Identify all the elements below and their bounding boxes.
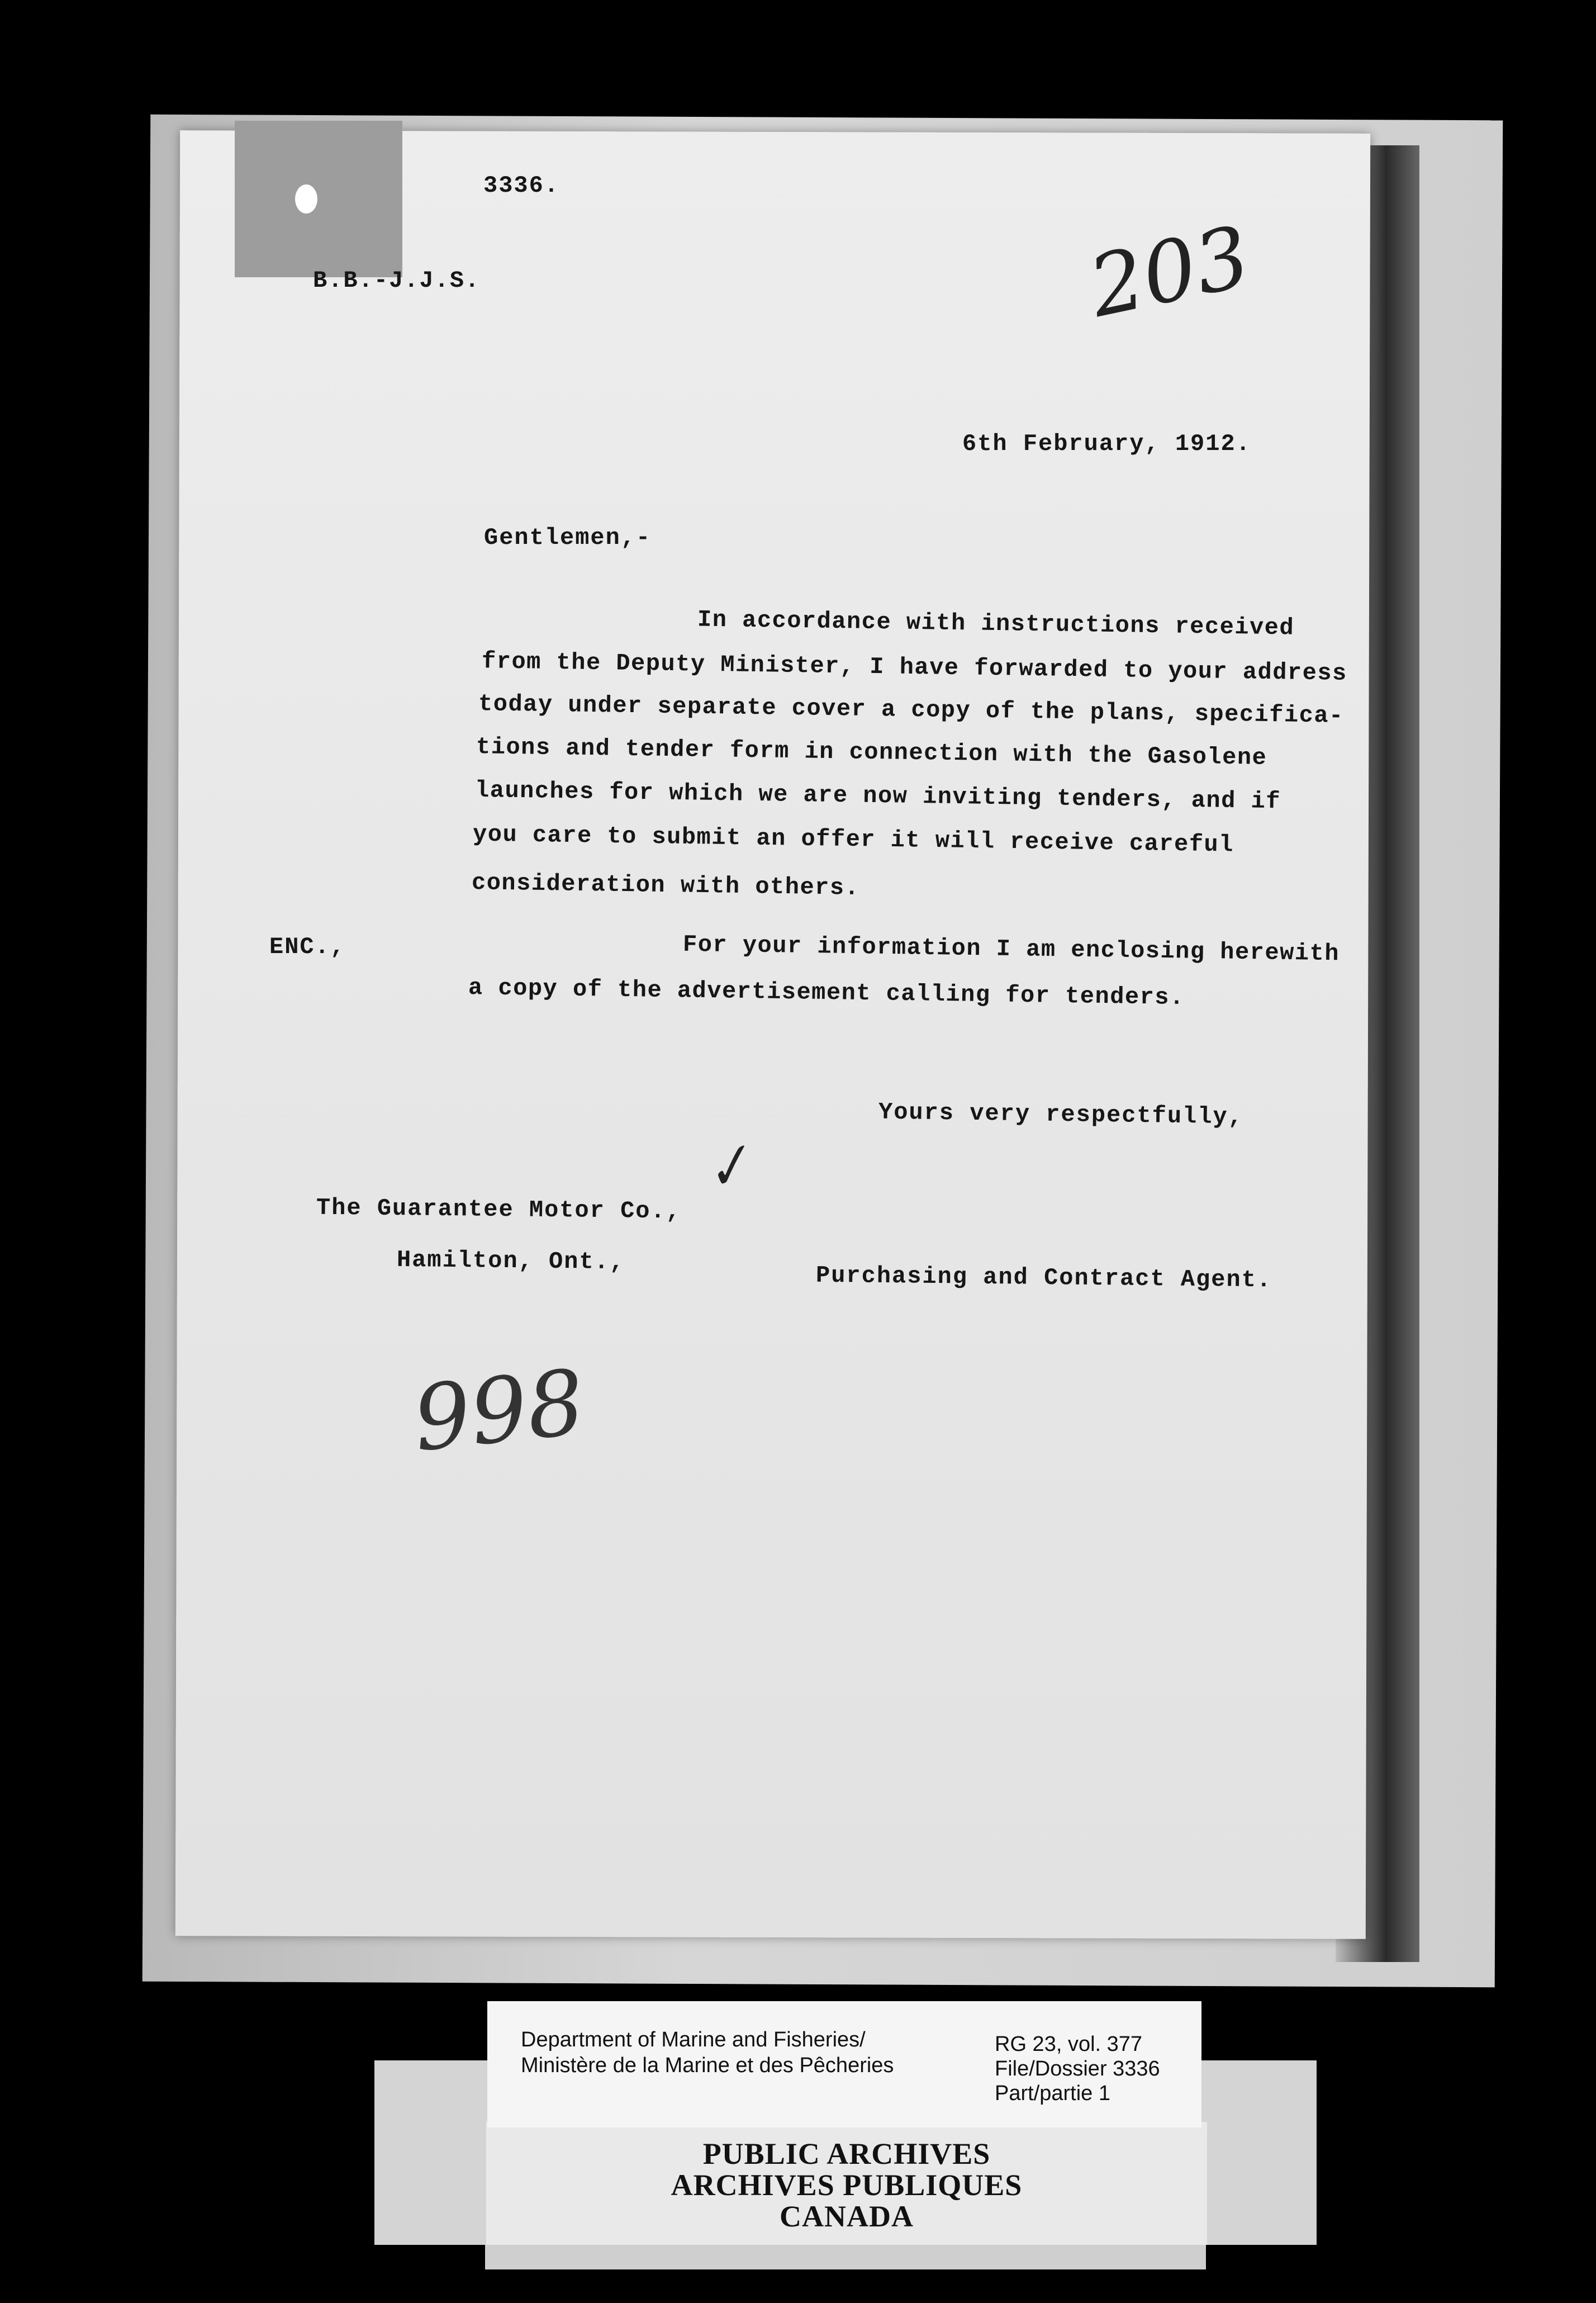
- corner-tab: [235, 121, 402, 277]
- closing: Yours very respectfully,: [878, 1098, 1244, 1131]
- archive-stamp: [486, 2122, 1207, 2245]
- archive-reference: RG 23, vol. 377: [995, 2032, 1143, 2056]
- letter-date: 6th February, 1912.: [962, 430, 1251, 457]
- salutation: Gentlemen,-: [484, 524, 652, 551]
- enclosure-note: ENC.,: [269, 933, 346, 960]
- addressee-line2: Hamilton, Ont.,: [396, 1246, 625, 1276]
- paragraph1-line2: from the Deputy Minister, I have forwarded to your address: [481, 648, 1348, 687]
- archive-part: Part/partie 1: [995, 2082, 1110, 2105]
- letter-page: [175, 130, 1370, 1939]
- signature-title: Purchasing and Contract Agent.: [815, 1262, 1272, 1294]
- punch-hole: [295, 184, 317, 214]
- typist-initials: B.B.-J.J.S.: [313, 267, 481, 294]
- stamp-line1: PUBLIC ARCHIVES: [702, 2137, 991, 2171]
- paragraph1-line3: today under separate cover a copy of the plans, specifica-: [478, 690, 1345, 729]
- department-en: Department of Marine and Fisheries/: [521, 2028, 866, 2051]
- check-mark: ✓: [695, 1129, 760, 1206]
- file-number: 3336.: [483, 172, 560, 199]
- paragraph1-line5: launches for which we are now inviting tenders, and if: [474, 776, 1281, 816]
- addressee-line1: The Guarantee Motor Co.,: [316, 1194, 682, 1225]
- paragraph1-line7: consideration with others.: [471, 869, 860, 902]
- archive-label-strip: [485, 2245, 1206, 2269]
- paragraph1-line6: you care to submit an offer it will receive careful: [472, 821, 1234, 859]
- handwritten-number-top: 203: [1081, 208, 1258, 337]
- paragraph2-line2: a copy of the advertisement calling for tenders.: [468, 974, 1185, 1011]
- stamp-line3: CANADA: [780, 2200, 914, 2233]
- handwritten-number-bottom: 998: [408, 1349, 590, 1472]
- department-fr: Ministère de la Marine et des Pêcheries: [521, 2054, 894, 2077]
- stamp-line2: ARCHIVES PUBLIQUES: [671, 2168, 1023, 2202]
- paragraph2-line1: For your information I am enclosing herewith: [682, 931, 1340, 968]
- paragraph1-line4: tions and tender form in connection with the Gasolene: [476, 733, 1267, 771]
- archive-reference-label: [487, 2001, 1201, 2127]
- archive-file: File/Dossier 3336: [995, 2057, 1160, 2081]
- paragraph1-line1: In accordance with instructions received: [697, 606, 1295, 642]
